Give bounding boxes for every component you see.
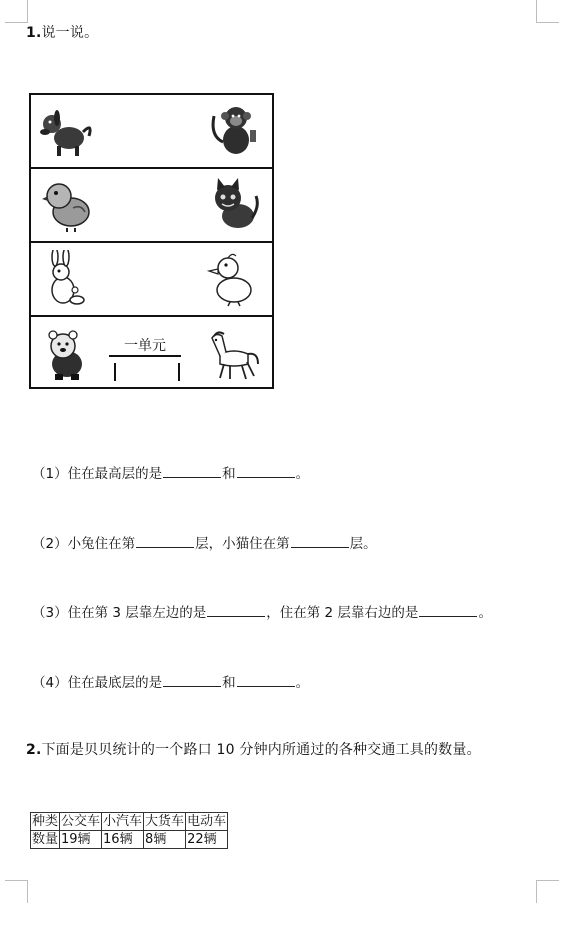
question-2-mid: 层，小猫住在第 [195,536,290,552]
question-3 [32,601,492,621]
answer-blank[interactable] [291,535,349,548]
table-cell: 16辆 [102,831,144,849]
floor-1 [31,317,272,391]
table-cell: 电动车 [187,814,227,829]
section-2-heading [26,739,481,759]
question-1-prefix: （1）住在最高层的是 [32,466,163,482]
entrance-roof-line [109,355,181,357]
unit-label: 一单元 [124,338,166,354]
section-1-number: 1. [26,25,42,41]
entrance-right-post [178,363,180,381]
floor-3 [31,169,272,243]
bear-icon [39,324,95,382]
question-2-suffix: 层。 [349,536,377,552]
answer-blank[interactable] [237,465,295,478]
section-2-title: 下面是贝贝统计的一个路口 10 分钟内所通过的各种交通工具的数量。 [41,742,481,758]
question-2 [32,532,377,552]
entrance-left-post [114,363,116,381]
chick-icon [39,176,95,234]
rabbit-icon [39,250,95,308]
table-header-row [31,813,228,831]
floor-2 [31,243,272,317]
section-1-heading [26,22,98,42]
question-3-suffix: 。 [478,605,492,621]
section-1-title: 说一说。 [41,25,99,41]
vehicle-count-table [30,812,228,849]
answer-blank[interactable] [419,604,477,617]
section-2-number: 2. [26,742,42,758]
monkey-icon [206,102,262,160]
apartment-building-figure [29,93,274,389]
table-cell: 种类 [32,814,59,829]
table-row [31,831,228,849]
answer-blank[interactable] [207,604,265,617]
dog-icon [39,102,95,160]
question-1-suffix: 。 [295,466,310,482]
crop-mark-top-left [5,0,28,23]
question-4-suffix: 。 [295,675,310,691]
horse-icon [206,324,262,382]
crop-mark-bottom-left [5,880,28,903]
question-4-mid: 和 [222,675,236,691]
question-4 [32,671,309,691]
table-cell: 22辆 [186,831,228,849]
question-4-prefix: （4）住在最底层的是 [32,675,163,691]
table-cell: 19辆 [60,831,102,849]
answer-blank[interactable] [163,674,221,687]
table-cell: 大货车 [145,814,185,829]
table-cell: 公交车 [61,814,101,829]
cat-icon [206,176,262,234]
table-cell: 8辆 [144,831,186,849]
question-3-mid: ，住在第 2 层靠右边的是 [266,605,419,621]
question-1-mid: 和 [222,466,236,482]
question-1 [32,462,309,482]
table-cell: 小汽车 [103,814,143,829]
question-3-prefix: （3）住在第 3 层靠左边的是 [32,605,207,621]
duck-icon [206,250,262,308]
table-cell: 数量 [32,832,59,847]
answer-blank[interactable] [136,535,194,548]
crop-mark-bottom-right [536,880,559,903]
crop-mark-top-right [536,0,559,23]
floor-4 [31,95,272,169]
answer-blank[interactable] [237,674,295,687]
question-2-prefix: （2）小兔住在第 [32,536,136,552]
answer-blank[interactable] [163,465,221,478]
